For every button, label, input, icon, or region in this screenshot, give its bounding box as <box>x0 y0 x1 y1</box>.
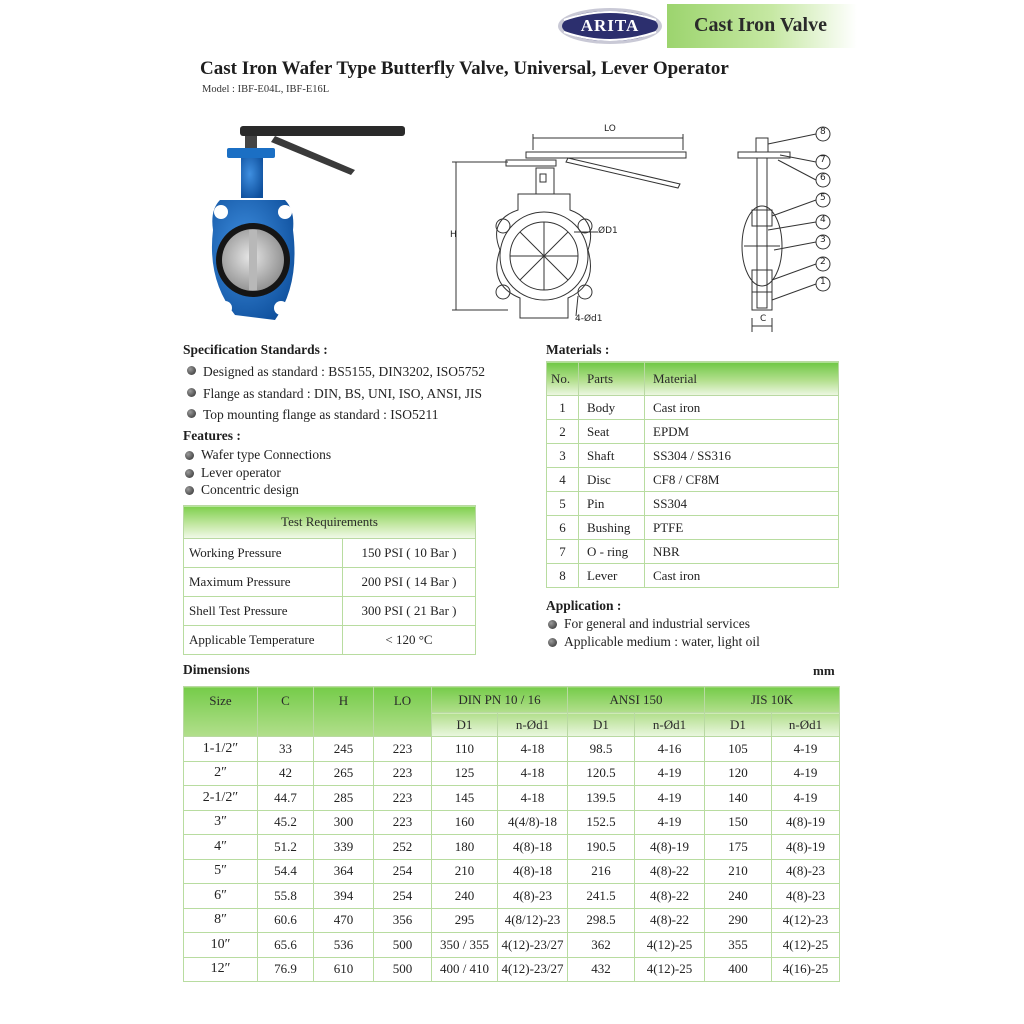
cell-h: 265 <box>314 761 374 786</box>
cell-din-d1: 180 <box>432 835 498 860</box>
spec-list <box>185 361 485 426</box>
cell-ansi-d1: 190.5 <box>568 835 635 860</box>
col-header-din-nd1: n-Ød1 <box>498 713 568 737</box>
cell-lo: 500 <box>374 933 432 958</box>
cell-h: 470 <box>314 908 374 933</box>
cell-c: 76.9 <box>258 957 314 982</box>
dimensions-unit: mm <box>813 663 835 678</box>
cell-material: Cast iron <box>645 564 839 588</box>
cell-ansi-nd1: 4(8)-22 <box>635 908 705 933</box>
cell-size: 2″ <box>184 761 258 786</box>
cell-size: 5″ <box>184 859 258 884</box>
cell-ansi-d1: 120.5 <box>568 761 635 786</box>
cell-size: 10″ <box>184 933 258 958</box>
cell-material: NBR <box>645 540 839 564</box>
col-header-jis-d1: D1 <box>705 713 772 737</box>
cell-lo: 356 <box>374 908 432 933</box>
cell-h: 364 <box>314 859 374 884</box>
application-heading: Application : <box>546 598 622 613</box>
cell-ansi-d1: 98.5 <box>568 737 635 762</box>
cell-material: CF8 / CF8M <box>645 468 839 492</box>
dim-label-bolts: 4-Ød1 <box>575 314 603 324</box>
front-view-drawing <box>448 120 688 335</box>
table-row <box>184 786 840 811</box>
callout-5: 5 <box>820 193 826 203</box>
cell-c: 65.6 <box>258 933 314 958</box>
cell-part: Disc <box>579 468 645 492</box>
cell-jis-nd1: 4(8)-23 <box>772 884 840 909</box>
cell-jis-d1: 150 <box>705 810 772 835</box>
features-heading: Features : <box>183 428 241 443</box>
cell-part: O - ring <box>579 540 645 564</box>
cell-h: 536 <box>314 933 374 958</box>
cell-din-nd1: 4-18 <box>498 761 568 786</box>
cell-din-nd1: 4(4/8)-18 <box>498 810 568 835</box>
cell-c: 33 <box>258 737 314 762</box>
table-row <box>184 933 840 958</box>
list-item: Applicable medium : water, light oil <box>546 633 760 651</box>
col-header-c: C <box>258 687 314 737</box>
table-row <box>547 564 839 588</box>
col-header-din-d1: D1 <box>432 713 498 737</box>
table-row <box>184 761 840 786</box>
cell-h: 285 <box>314 786 374 811</box>
cell-material: SS304 / SS316 <box>645 444 839 468</box>
table-row <box>184 859 840 884</box>
cell-jis-nd1: 4(12)-23 <box>772 908 840 933</box>
cell-material: Cast iron <box>645 396 839 420</box>
test-requirements-table <box>183 505 476 655</box>
cell-material: SS304 <box>645 492 839 516</box>
test-label: Maximum Pressure <box>184 568 343 597</box>
col-header-no: No. <box>547 362 579 396</box>
cell-h: 610 <box>314 957 374 982</box>
cell-ansi-d1: 432 <box>568 957 635 982</box>
logo-text: ARITA <box>580 16 640 35</box>
cell-jis-nd1: 4(8)-19 <box>772 810 840 835</box>
cell-din-nd1: 4(8)-18 <box>498 859 568 884</box>
category-title: Cast Iron Valve <box>694 14 827 36</box>
table-row <box>184 835 840 860</box>
cell-jis-d1: 140 <box>705 786 772 811</box>
test-heading: Test Requirements <box>184 506 476 539</box>
cell-ansi-d1: 362 <box>568 933 635 958</box>
cell-part: Shaft <box>579 444 645 468</box>
cell-c: 44.7 <box>258 786 314 811</box>
cell-part: Seat <box>579 420 645 444</box>
cell-din-nd1: 4(8)-18 <box>498 835 568 860</box>
features-list <box>183 446 331 499</box>
cell-jis-d1: 120 <box>705 761 772 786</box>
cell-din-d1: 160 <box>432 810 498 835</box>
cell-no: 4 <box>547 468 579 492</box>
cell-jis-d1: 290 <box>705 908 772 933</box>
cell-ansi-nd1: 4(8)-22 <box>635 859 705 884</box>
cell-din-d1: 110 <box>432 737 498 762</box>
cell-ansi-nd1: 4-19 <box>635 761 705 786</box>
callout-4: 4 <box>820 215 826 225</box>
cell-size: 1-1/2″ <box>184 737 258 762</box>
cell-jis-nd1: 4-19 <box>772 737 840 762</box>
cell-din-d1: 145 <box>432 786 498 811</box>
cell-h: 300 <box>314 810 374 835</box>
cell-din-d1: 295 <box>432 908 498 933</box>
cell-no: 2 <box>547 420 579 444</box>
table-row <box>184 626 476 655</box>
cell-c: 54.4 <box>258 859 314 884</box>
cell-ansi-nd1: 4(8)-19 <box>635 835 705 860</box>
cell-ansi-d1: 216 <box>568 859 635 884</box>
brand-logo <box>556 6 664 46</box>
cell-lo: 500 <box>374 957 432 982</box>
table-row <box>547 444 839 468</box>
callout-6: 6 <box>820 173 826 183</box>
col-header-lo: LO <box>374 687 432 737</box>
cell-jis-nd1: 4-19 <box>772 786 840 811</box>
cell-din-nd1: 4-18 <box>498 786 568 811</box>
cell-jis-nd1: 4-19 <box>772 761 840 786</box>
dim-label-c: C <box>760 314 767 324</box>
dimensions-table <box>183 686 840 982</box>
cell-part: Body <box>579 396 645 420</box>
cell-material: PTFE <box>645 516 839 540</box>
callout-7: 7 <box>820 155 826 165</box>
col-header-ansi: ANSI 150 <box>568 687 705 713</box>
cell-no: 7 <box>547 540 579 564</box>
valve-photo <box>205 120 405 330</box>
col-header-jis: JIS 10K <box>705 687 840 713</box>
cell-din-d1: 240 <box>432 884 498 909</box>
cell-jis-nd1: 4(16)-25 <box>772 957 840 982</box>
cell-lo: 252 <box>374 835 432 860</box>
cell-ansi-nd1: 4(8)-22 <box>635 884 705 909</box>
cell-lo: 223 <box>374 761 432 786</box>
spec-heading: Specification Standards : <box>183 342 328 357</box>
cell-din-d1: 400 / 410 <box>432 957 498 982</box>
table-row <box>547 540 839 564</box>
cell-lo: 254 <box>374 859 432 884</box>
table-row <box>184 884 840 909</box>
cell-size: 8″ <box>184 908 258 933</box>
callout-8: 8 <box>820 127 826 137</box>
cell-h: 339 <box>314 835 374 860</box>
cell-ansi-nd1: 4(12)-25 <box>635 957 705 982</box>
dimensions-body <box>184 737 840 982</box>
cell-din-nd1: 4(12)-23/27 <box>498 933 568 958</box>
cell-part: Lever <box>579 564 645 588</box>
callout-3: 3 <box>820 235 826 245</box>
cell-size: 2-1/2″ <box>184 786 258 811</box>
list-item: Top mounting flange as standard : ISO5211 <box>185 404 485 426</box>
cell-din-nd1: 4(8)-23 <box>498 884 568 909</box>
list-item: Lever operator <box>183 464 331 482</box>
cell-c: 60.6 <box>258 908 314 933</box>
col-header-jis-nd1: n-Ød1 <box>772 713 840 737</box>
table-row <box>547 468 839 492</box>
materials-table <box>546 361 839 588</box>
cell-c: 45.2 <box>258 810 314 835</box>
cell-no: 5 <box>547 492 579 516</box>
cell-ansi-nd1: 4-19 <box>635 786 705 811</box>
cell-ansi-nd1: 4-19 <box>635 810 705 835</box>
test-label: Working Pressure <box>184 539 343 568</box>
cell-h: 245 <box>314 737 374 762</box>
cell-din-d1: 125 <box>432 761 498 786</box>
col-header-parts: Parts <box>579 362 645 396</box>
test-label: Shell Test Pressure <box>184 597 343 626</box>
test-value: < 120 °C <box>343 626 476 655</box>
table-row <box>184 957 840 982</box>
cell-no: 6 <box>547 516 579 540</box>
col-header-din: DIN PN 10 / 16 <box>432 687 568 713</box>
cell-lo: 223 <box>374 737 432 762</box>
table-row <box>184 597 476 626</box>
cell-ansi-nd1: 4-16 <box>635 737 705 762</box>
cell-size: 4″ <box>184 835 258 860</box>
cell-jis-d1: 400 <box>705 957 772 982</box>
cell-ansi-d1: 241.5 <box>568 884 635 909</box>
cell-jis-d1: 210 <box>705 859 772 884</box>
materials-heading: Materials : <box>546 342 610 357</box>
cell-lo: 223 <box>374 810 432 835</box>
table-row <box>184 539 476 568</box>
cell-c: 55.8 <box>258 884 314 909</box>
col-header-ansi-nd1: n-Ød1 <box>635 713 705 737</box>
cell-jis-d1: 355 <box>705 933 772 958</box>
cell-jis-nd1: 4(8)-23 <box>772 859 840 884</box>
table-row <box>184 810 840 835</box>
dimensions-heading: Dimensions <box>183 662 250 677</box>
test-value: 200 PSI ( 14 Bar ) <box>343 568 476 597</box>
cell-c: 42 <box>258 761 314 786</box>
list-item: Wafer type Connections <box>183 446 331 464</box>
cell-h: 394 <box>314 884 374 909</box>
cell-c: 51.2 <box>258 835 314 860</box>
cell-ansi-d1: 139.5 <box>568 786 635 811</box>
cell-no: 3 <box>547 444 579 468</box>
cell-no: 1 <box>547 396 579 420</box>
product-title: Cast Iron Wafer Type Butterfly Valve, Universal, Lever Operator <box>200 58 729 79</box>
cell-din-nd1: 4(12)-23/27 <box>498 957 568 982</box>
list-item: For general and industrial services <box>546 615 760 633</box>
col-header-ansi-d1: D1 <box>568 713 635 737</box>
list-item: Concentric design <box>183 481 331 499</box>
dim-label-h: H <box>450 230 457 240</box>
list-item: Designed as standard : BS5155, DIN3202, ISO5752 <box>185 361 485 383</box>
table-row <box>547 516 839 540</box>
cell-din-nd1: 4-18 <box>498 737 568 762</box>
cell-lo: 254 <box>374 884 432 909</box>
col-header-size: Size <box>184 687 258 737</box>
cell-lo: 223 <box>374 786 432 811</box>
cell-jis-d1: 175 <box>705 835 772 860</box>
col-header-h: H <box>314 687 374 737</box>
cell-ansi-d1: 298.5 <box>568 908 635 933</box>
cell-jis-d1: 105 <box>705 737 772 762</box>
list-item: Flange as standard : DIN, BS, UNI, ISO, ANSI, JIS <box>185 383 485 405</box>
dim-label-d1: ØD1 <box>598 226 618 236</box>
table-row <box>184 568 476 597</box>
cell-size: 6″ <box>184 884 258 909</box>
cell-din-d1: 350 / 355 <box>432 933 498 958</box>
cell-size: 3″ <box>184 810 258 835</box>
callout-1: 1 <box>820 277 826 287</box>
table-row <box>184 908 840 933</box>
cell-size: 12″ <box>184 957 258 982</box>
cell-din-d1: 210 <box>432 859 498 884</box>
cell-material: EPDM <box>645 420 839 444</box>
cell-ansi-d1: 152.5 <box>568 810 635 835</box>
cell-jis-d1: 240 <box>705 884 772 909</box>
cell-part: Bushing <box>579 516 645 540</box>
cell-part: Pin <box>579 492 645 516</box>
callout-2: 2 <box>820 257 826 267</box>
table-row <box>547 396 839 420</box>
dim-label-lo: LO <box>604 124 616 134</box>
section-view-drawing <box>730 120 840 335</box>
test-label: Applicable Temperature <box>184 626 343 655</box>
cell-jis-nd1: 4(12)-25 <box>772 933 840 958</box>
application-list <box>546 615 760 650</box>
cell-jis-nd1: 4(8)-19 <box>772 835 840 860</box>
cell-ansi-nd1: 4(12)-25 <box>635 933 705 958</box>
table-row <box>547 492 839 516</box>
cell-din-nd1: 4(8/12)-23 <box>498 908 568 933</box>
test-value: 300 PSI ( 21 Bar ) <box>343 597 476 626</box>
col-header-material: Material <box>645 362 839 396</box>
table-row <box>547 420 839 444</box>
cell-no: 8 <box>547 564 579 588</box>
test-value: 150 PSI ( 10 Bar ) <box>343 539 476 568</box>
table-row <box>184 737 840 762</box>
model-number: Model : IBF-E04L, IBF-E16L <box>202 84 330 95</box>
